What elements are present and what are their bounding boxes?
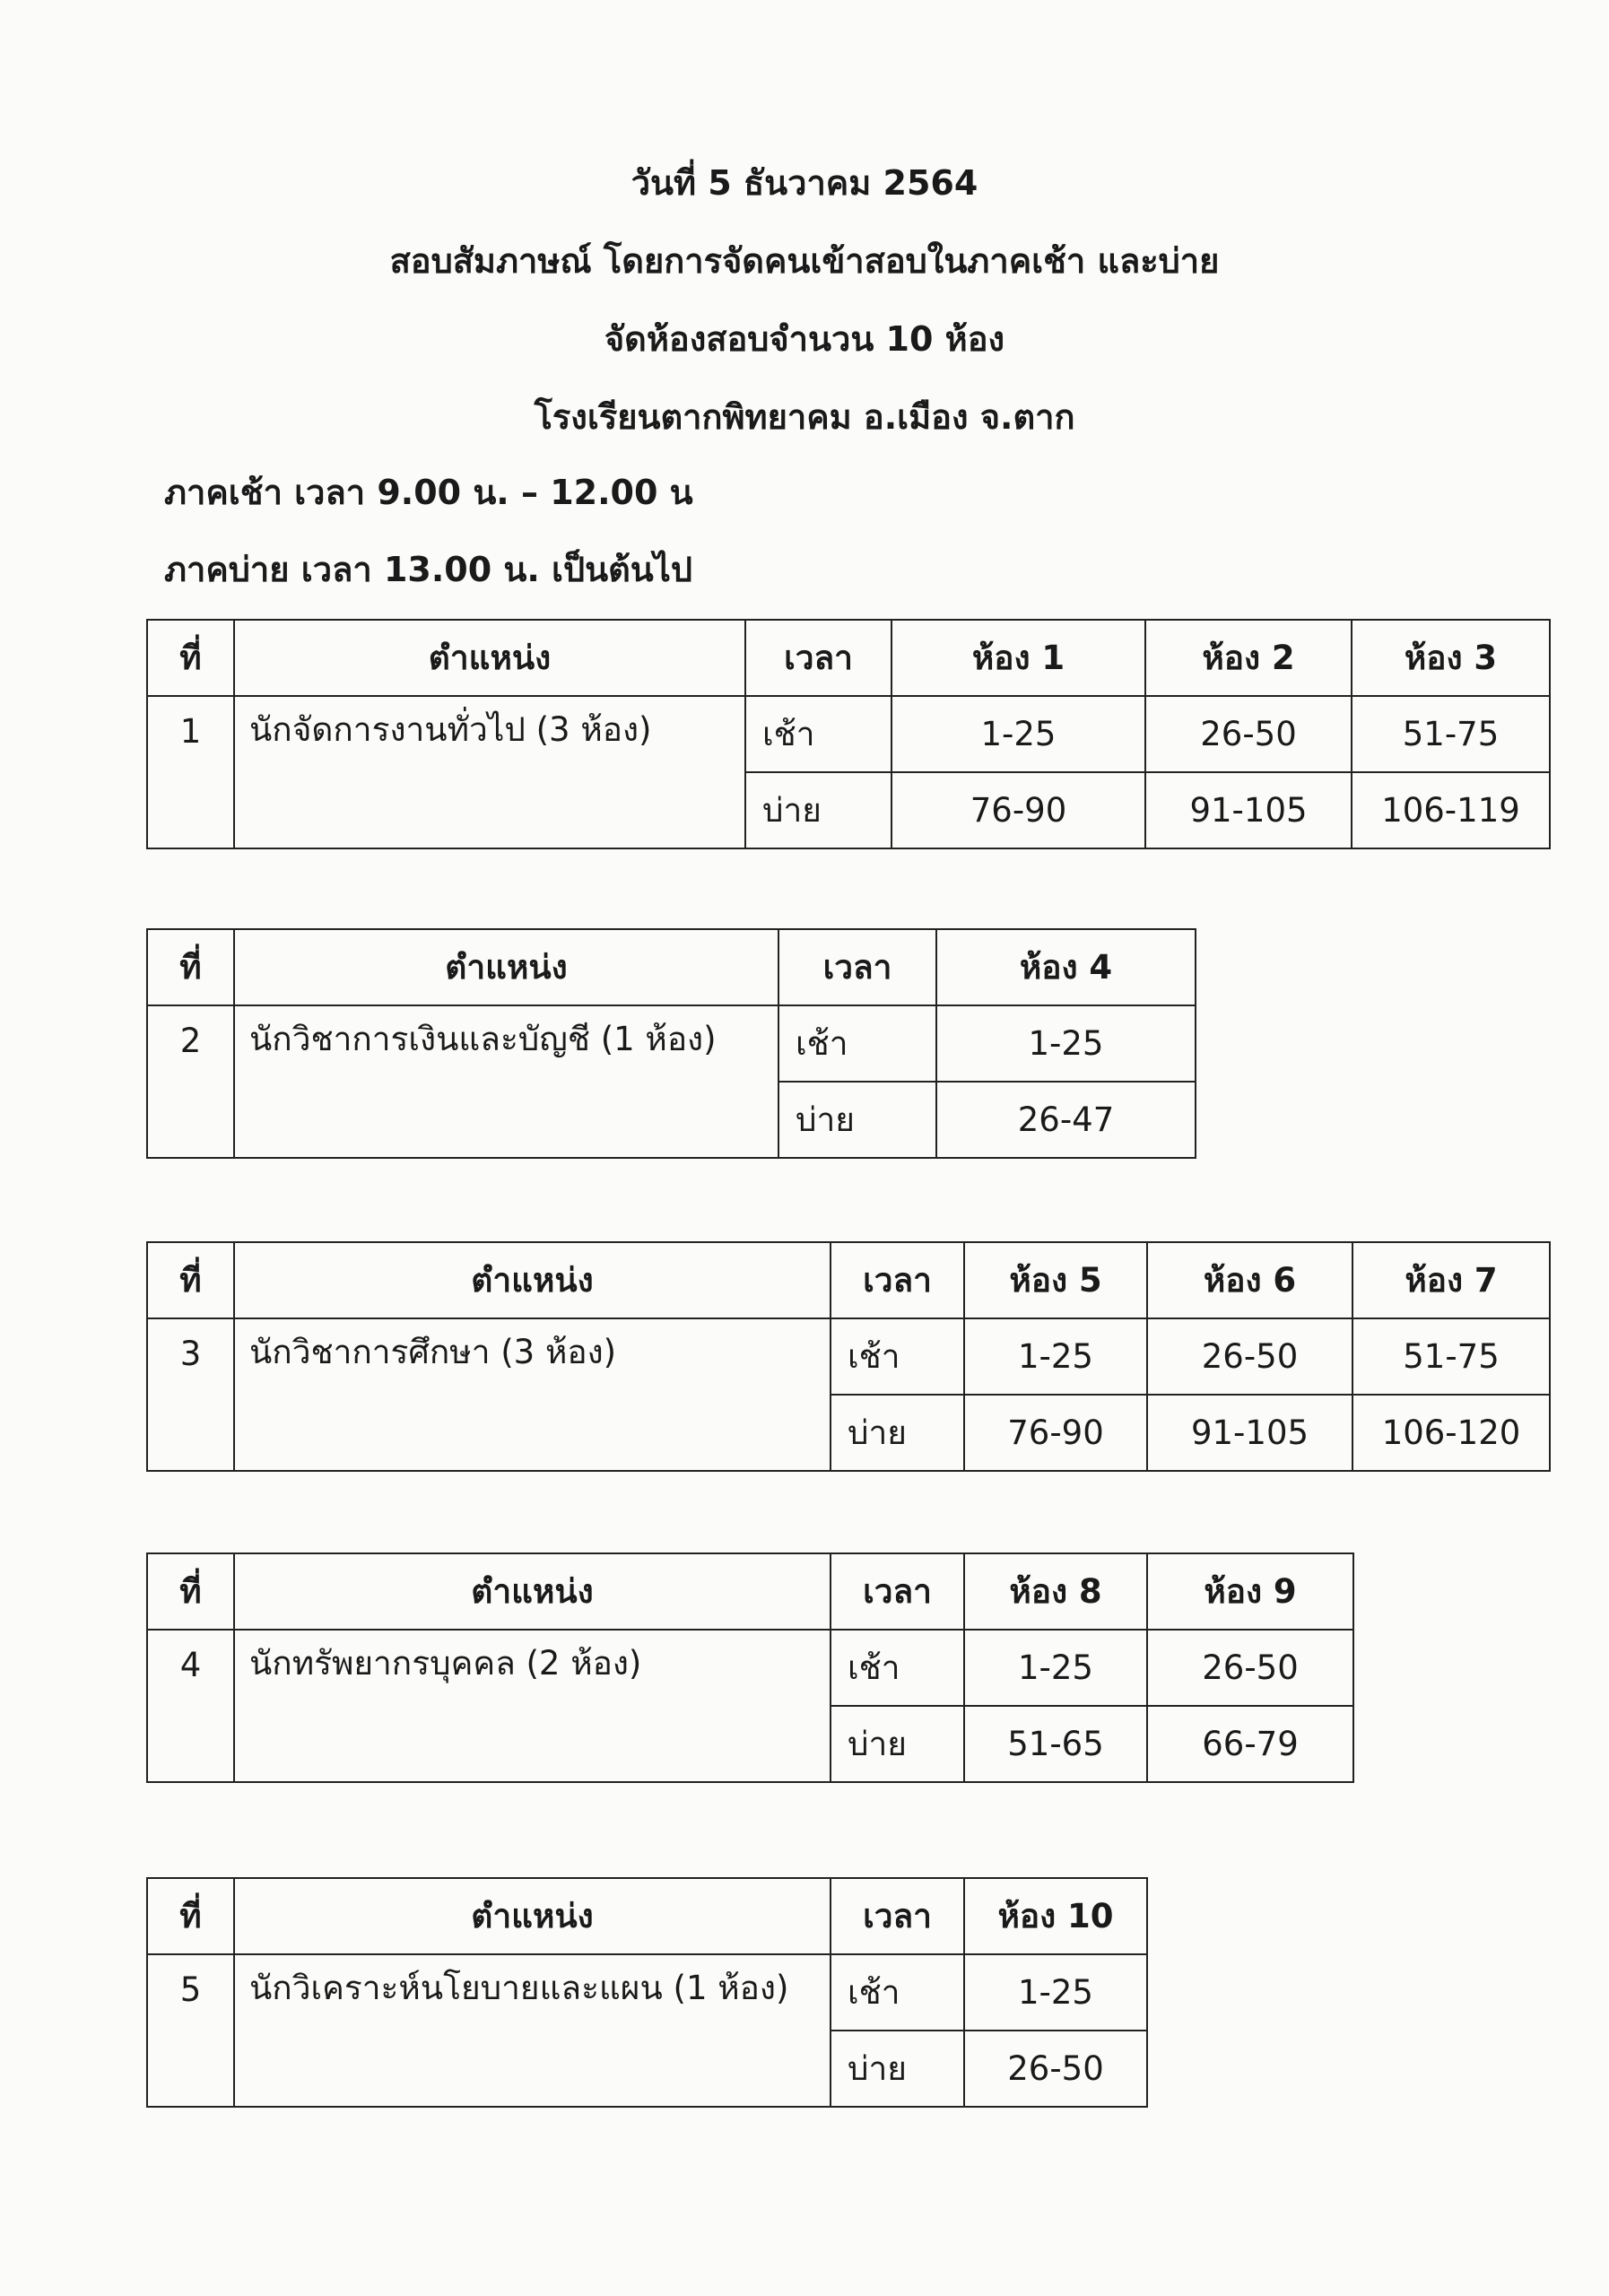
col-position-header: ตำแหน่ง — [234, 620, 745, 696]
range-cell: 1-25 — [964, 1630, 1147, 1706]
room-header: ห้อง 5 — [964, 1242, 1147, 1318]
room-header: ห้อง 1 — [891, 620, 1145, 696]
document-date: วันที่ 5 ธันวาคม 2564 — [631, 163, 978, 203]
table-header-row — [147, 1553, 1353, 1630]
col-no-header: ที่ — [147, 1553, 234, 1630]
col-position-header: ตำแหน่ง — [234, 929, 778, 1005]
room-header: ห้อง 6 — [1147, 1242, 1352, 1318]
room-header: ห้อง 9 — [1147, 1553, 1353, 1630]
row-number: 1 — [147, 696, 234, 848]
table-row — [147, 1318, 1550, 1395]
row-number: 3 — [147, 1318, 234, 1471]
range-cell: 106-120 — [1352, 1395, 1550, 1471]
range-cell: 1-25 — [891, 696, 1145, 772]
range-cell: 106-119 — [1352, 772, 1550, 848]
period-cell: เช้า — [831, 1318, 964, 1395]
table-row — [147, 696, 1550, 772]
range-cell: 1-25 — [936, 1005, 1196, 1082]
table-header-row — [147, 1878, 1147, 1954]
period-cell: เช้า — [831, 1954, 964, 2031]
period-cell: บ่าย — [831, 2031, 964, 2107]
range-cell: 26-50 — [1147, 1630, 1353, 1706]
room-header: ห้อง 10 — [964, 1878, 1147, 1954]
position-name: นักวิเคราะห์นโยบายและแผน (1 ห้อง) — [234, 1954, 831, 2107]
range-cell: 51-65 — [964, 1706, 1147, 1782]
col-time-header: เวลา — [831, 1553, 964, 1630]
room-count-line: จัดห้องสอบจำนวน 10 ห้อง — [604, 319, 1005, 359]
col-position-header: ตำแหน่ง — [234, 1242, 831, 1318]
room-header: ห้อง 7 — [1352, 1242, 1550, 1318]
position-name: นักทรัพยากรบุคคล (2 ห้อง) — [234, 1630, 831, 1782]
range-cell: 51-75 — [1352, 1318, 1550, 1395]
col-position-header: ตำแหน่ง — [234, 1553, 831, 1630]
document-subtitle: สอบสัมภาษณ์ โดยการจัดคนเข้าสอบในภาคเช้า และบ่าย — [389, 241, 1220, 281]
row-number: 2 — [147, 1005, 234, 1158]
range-cell: 26-47 — [936, 1082, 1196, 1158]
range-cell: 1-25 — [964, 1954, 1147, 2031]
exam-table-5 — [146, 1877, 1148, 2108]
range-cell: 76-90 — [891, 772, 1145, 848]
range-cell: 76-90 — [964, 1395, 1147, 1471]
room-header: ห้อง 3 — [1352, 620, 1550, 696]
col-time-header: เวลา — [831, 1878, 964, 1954]
range-cell: 26-50 — [1147, 1318, 1352, 1395]
col-no-header: ที่ — [147, 620, 234, 696]
col-no-header: ที่ — [147, 1878, 234, 1954]
range-cell: 51-75 — [1352, 696, 1550, 772]
position-name: นักวิชาการเงินและบัญชี (1 ห้อง) — [234, 1005, 778, 1158]
morning-schedule: ภาคเช้า เวลา 9.00 น. – 12.00 น — [164, 473, 693, 512]
col-time-header: เวลา — [831, 1242, 964, 1318]
table-row — [147, 1630, 1353, 1706]
period-cell: เช้า — [745, 696, 891, 772]
range-cell: 26-50 — [1145, 696, 1352, 772]
table-row — [147, 1005, 1196, 1082]
table-row — [147, 1954, 1147, 2031]
row-number: 5 — [147, 1954, 234, 2107]
period-cell: บ่าย — [745, 772, 891, 848]
table-header-row — [147, 1242, 1550, 1318]
col-time-header: เวลา — [745, 620, 891, 696]
col-no-header: ที่ — [147, 1242, 234, 1318]
range-cell: 91-105 — [1147, 1395, 1352, 1471]
afternoon-schedule: ภาคบ่าย เวลา 13.00 น. เป็นต้นไป — [164, 550, 692, 589]
exam-table-4 — [146, 1552, 1354, 1783]
venue-line: โรงเรียนตากพิทยาคม อ.เมือง จ.ตาก — [534, 397, 1075, 437]
col-no-header: ที่ — [147, 929, 234, 1005]
range-cell: 91-105 — [1145, 772, 1352, 848]
range-cell: 66-79 — [1147, 1706, 1353, 1782]
col-time-header: เวลา — [778, 929, 936, 1005]
period-cell: บ่าย — [831, 1706, 964, 1782]
col-position-header: ตำแหน่ง — [234, 1878, 831, 1954]
table-header-row — [147, 620, 1550, 696]
room-header: ห้อง 2 — [1145, 620, 1352, 696]
period-cell: เช้า — [831, 1630, 964, 1706]
exam-table-1 — [146, 619, 1551, 849]
room-header: ห้อง 4 — [936, 929, 1196, 1005]
range-cell: 26-50 — [964, 2031, 1147, 2107]
range-cell: 1-25 — [964, 1318, 1147, 1395]
exam-table-3 — [146, 1241, 1551, 1472]
period-cell: บ่าย — [778, 1082, 936, 1158]
row-number: 4 — [147, 1630, 234, 1782]
period-cell: เช้า — [778, 1005, 936, 1082]
exam-table-2 — [146, 928, 1196, 1159]
position-name: นักวิชาการศึกษา (3 ห้อง) — [234, 1318, 831, 1471]
room-header: ห้อง 8 — [964, 1553, 1147, 1630]
period-cell: บ่าย — [831, 1395, 964, 1471]
table-header-row — [147, 929, 1196, 1005]
position-name: นักจัดการงานทั่วไป (3 ห้อง) — [234, 696, 745, 848]
